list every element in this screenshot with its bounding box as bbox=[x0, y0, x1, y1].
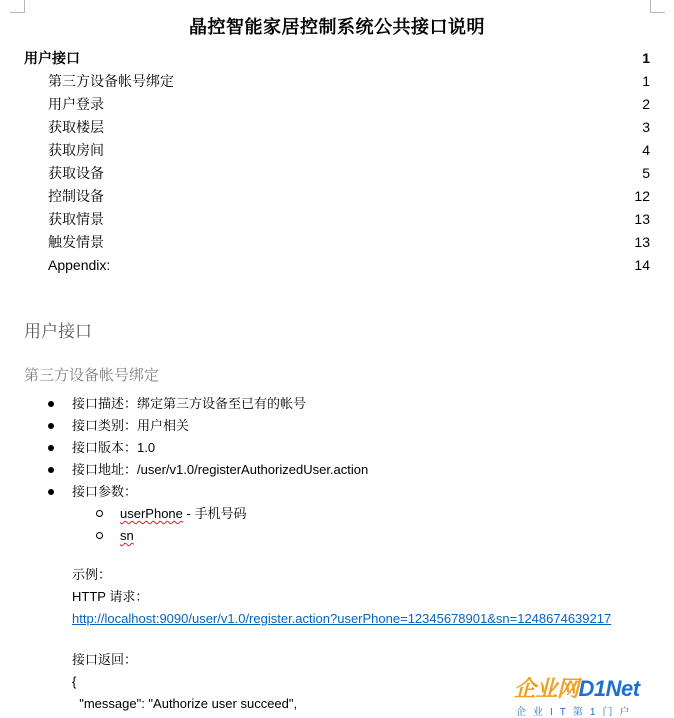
watermark-text-cn: 企业网 bbox=[514, 676, 579, 701]
bullet-text: 接口描述：绑定第三方设备至已有的帐号 bbox=[72, 396, 307, 411]
toc-label: 触发情景 bbox=[48, 234, 104, 250]
toc-page-number: 1 bbox=[642, 50, 650, 66]
toc-page-number: 1 bbox=[642, 73, 650, 89]
toc-page-number: 14 bbox=[634, 257, 650, 273]
toc-label: 获取房间 bbox=[48, 142, 104, 158]
toc-page-number: 13 bbox=[634, 211, 650, 227]
toc-page-number: 13 bbox=[634, 234, 650, 250]
watermark-logo bbox=[514, 672, 674, 718]
section-heading: 用户接口 bbox=[24, 322, 92, 341]
bullet-text: 接口地址：/user/v1.0/registerAuthorizedUser.action bbox=[72, 462, 369, 477]
toc-entry[interactable] bbox=[24, 70, 650, 93]
toc-label: 第三方设备帐号绑定 bbox=[48, 73, 174, 89]
toc-entry[interactable] bbox=[24, 185, 650, 208]
toc-entry[interactable] bbox=[24, 162, 650, 185]
toc-entry[interactable] bbox=[24, 208, 650, 231]
http-request-link[interactable]: http://localhost:9090/user/v1.0/register.action?userPhone=12345678901&sn=1248674639217 bbox=[72, 611, 612, 626]
toc-label: 控制设备 bbox=[48, 188, 104, 204]
watermark-tagline: 企业IT第1门户 bbox=[516, 707, 637, 718]
toc-label: 用户登录 bbox=[48, 96, 104, 112]
toc-page-number: 12 bbox=[634, 188, 650, 204]
param-name: userPhone bbox=[120, 506, 183, 521]
circle-bullet-icon bbox=[96, 510, 103, 517]
bullet-icon bbox=[48, 467, 54, 473]
json-open-brace: { bbox=[72, 674, 77, 689]
toc-entry[interactable] bbox=[24, 116, 650, 139]
page-corner-mark-right bbox=[650, 0, 665, 13]
param-description: - 手机号码 bbox=[182, 506, 247, 521]
toc-entry[interactable] bbox=[24, 139, 650, 162]
toc-label: 获取设备 bbox=[48, 165, 104, 181]
toc-entry[interactable] bbox=[24, 254, 650, 277]
bullet-text: 接口参数： bbox=[72, 484, 138, 499]
bullet-icon bbox=[48, 423, 54, 429]
toc-label: 获取楼层 bbox=[48, 119, 104, 135]
table-of-contents bbox=[24, 47, 650, 277]
document-title: 晶控智能家居控制系统公共接口说明 bbox=[189, 17, 485, 38]
bullet-icon bbox=[48, 401, 54, 407]
param-name: sn bbox=[120, 528, 134, 543]
toc-label: 用户接口 bbox=[24, 50, 80, 66]
return-label: 接口返回： bbox=[72, 652, 138, 667]
toc-entry[interactable] bbox=[24, 47, 650, 70]
toc-page-number: 4 bbox=[642, 142, 650, 158]
json-line: "message": "Authorize user succeed", bbox=[72, 696, 298, 711]
bullet-icon bbox=[48, 489, 54, 495]
http-request-label: HTTP 请求： bbox=[72, 589, 149, 604]
toc-page-number: 2 bbox=[642, 96, 650, 112]
circle-bullet-icon bbox=[96, 532, 103, 539]
bullet-text: 接口类别：用户相关 bbox=[72, 418, 190, 433]
toc-label: Appendix: bbox=[48, 257, 111, 273]
toc-entry[interactable] bbox=[24, 93, 650, 116]
toc-label: 获取情景 bbox=[48, 211, 104, 227]
toc-entry[interactable] bbox=[24, 231, 650, 254]
section-subheading: 第三方设备帐号绑定 bbox=[24, 367, 160, 384]
page-corner-mark-left bbox=[10, 0, 25, 13]
bullet-text: 接口版本：1.0 bbox=[72, 440, 156, 455]
toc-page-number: 5 bbox=[642, 165, 650, 181]
watermark-text-brand: D1Net bbox=[578, 676, 640, 701]
toc-page-number: 3 bbox=[642, 119, 650, 135]
example-label: 示例： bbox=[72, 567, 112, 582]
bullet-icon bbox=[48, 445, 54, 451]
